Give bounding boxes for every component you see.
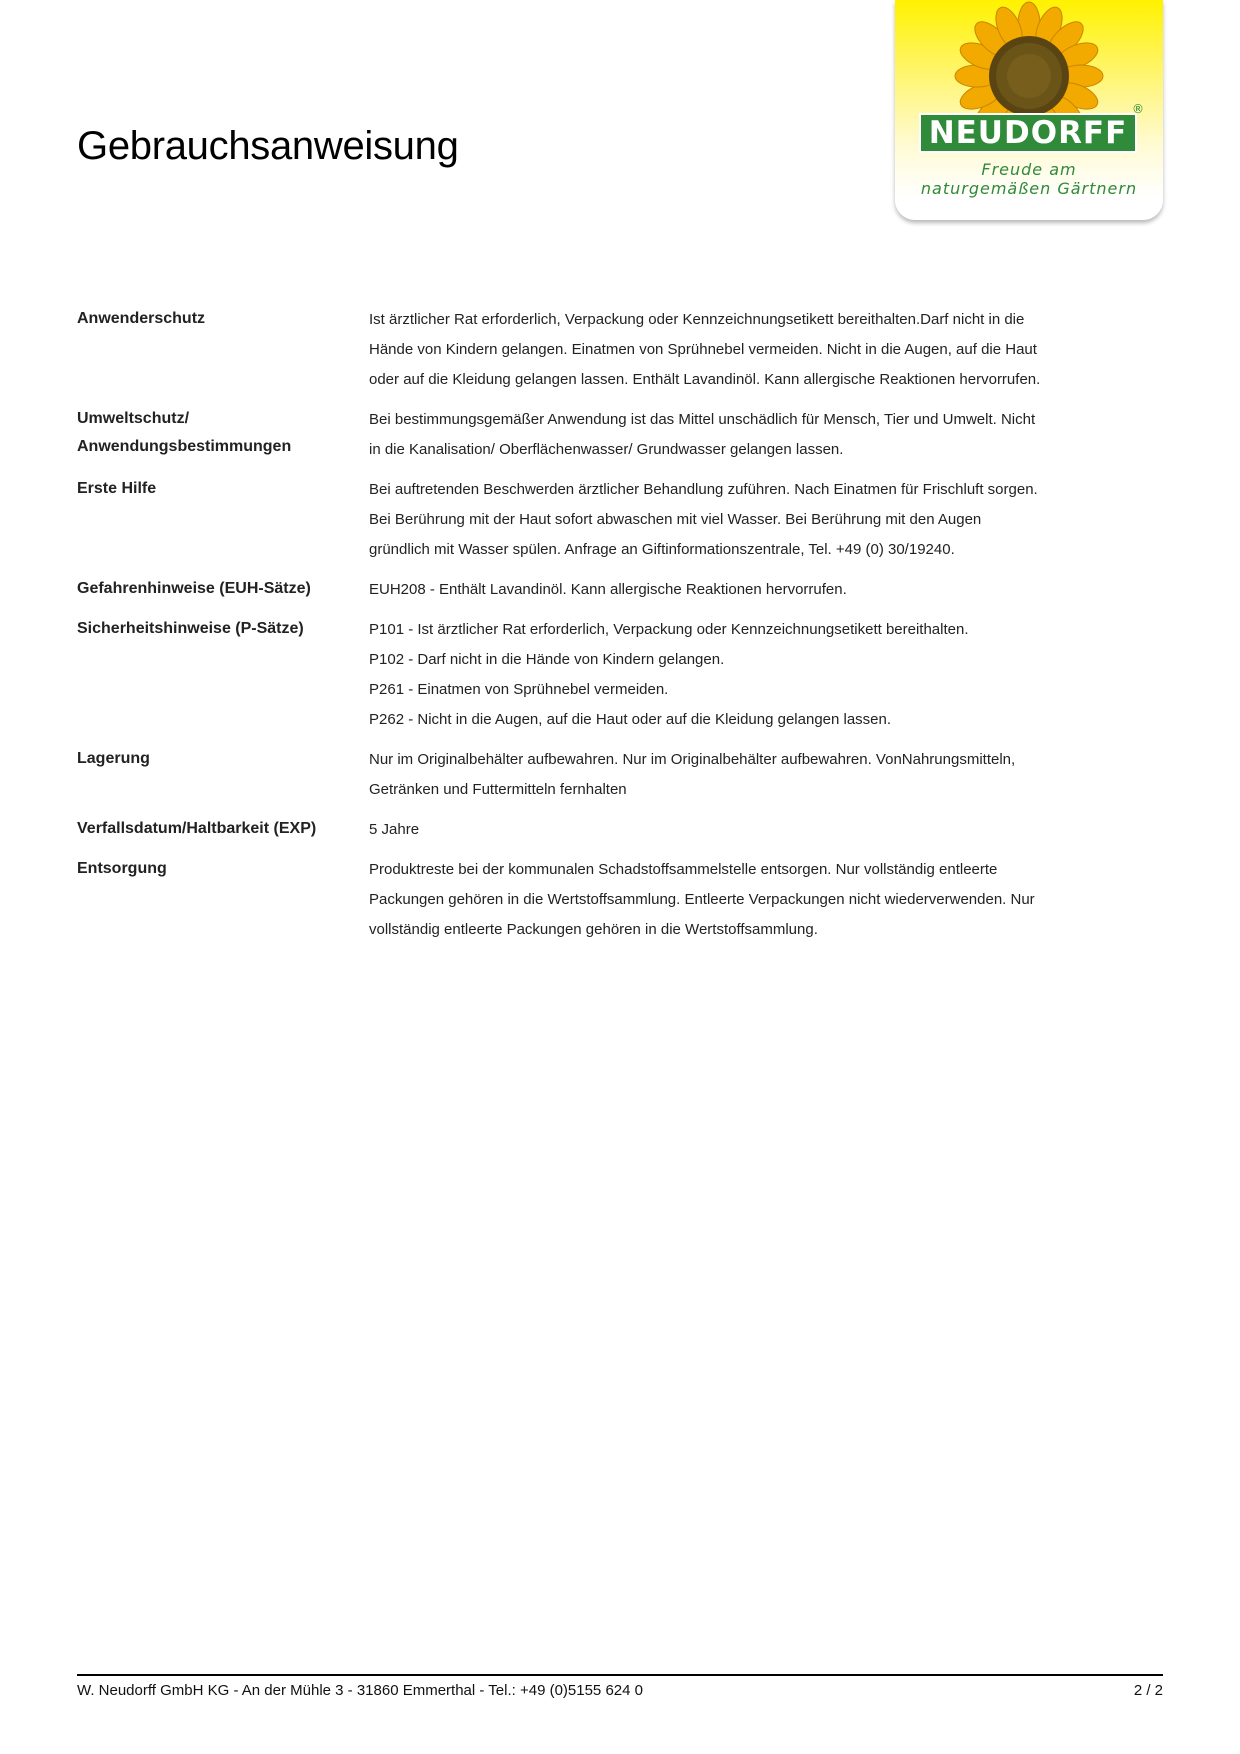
section-text (369, 745, 1087, 805)
text-line: Getränken und Futtermitteln fernhalten (369, 781, 627, 798)
sunflower-icon (895, 0, 1163, 130)
section-label-line: Anwendungsbestimmungen (77, 438, 292, 455)
instruction-sections (77, 305, 1087, 955)
section-text (369, 305, 1087, 395)
section-umweltschutz (77, 405, 1087, 465)
section-label-line: Anwenderschutz (77, 310, 206, 327)
section-text (369, 815, 1087, 845)
logo-tagline-line2: naturgemäßen Gärtnern (920, 179, 1138, 198)
section-lagerung (77, 745, 1087, 805)
section-label-line: Sicherheitshinweise (P-Sätze) (77, 620, 304, 637)
section-entsorgung (77, 855, 1087, 945)
section-label-line: Verfallsdatum/Haltbarkeit (EXP) (77, 820, 317, 837)
text-line: Nur im Originalbehälter aufbewahren. Nur im Originalbehälter aufbewahren. VonNahrungsmitteln, (369, 751, 1016, 768)
text-line: Bei auftretenden Beschwerden ärztlicher Behandlung zuführen. Nach Einatmen für Frischluft sorgen. (369, 481, 1038, 498)
section-label (77, 615, 369, 735)
section-erste-hilfe (77, 475, 1087, 565)
section-label (77, 575, 369, 605)
text-line: vollständig entleerte Packungen gehören in die Wertstoffsammlung. (369, 921, 818, 938)
text-line: in die Kanalisation/ Oberflächenwasser/ Grundwasser gelangen lassen. (369, 441, 844, 458)
section-text (369, 475, 1087, 565)
footer-address: W. Neudorff GmbH KG - An der Mühle 3 - 31860 Emmerthal - Tel.: +49 (0)5155 624 0 (77, 1682, 643, 1699)
page-number: 2 / 2 (1133, 1682, 1163, 1699)
text-line: Ist ärztlicher Rat erforderlich, Verpackung oder Kennzeichnungsetikett bereithalten.Darf nicht in die (369, 311, 1025, 328)
section-text (369, 855, 1087, 945)
section-label-line: Umweltschutz/ (77, 410, 190, 427)
text-line: Bei bestimmungsgemäßer Anwendung ist das Mittel unschädlich für Mensch, Tier und Umwelt. Nicht (369, 411, 1036, 428)
section-label (77, 745, 369, 805)
text-line: P101 - Ist ärztlicher Rat erforderlich, Verpackung oder Kennzeichnungsetikett bereithalten. (369, 621, 969, 638)
neudorff-logo (895, 0, 1163, 220)
logo-brand-name: NEUDORFF (919, 113, 1137, 153)
text-line: P102 - Darf nicht in die Hände von Kindern gelangen. (369, 651, 725, 668)
section-label-line: Entsorgung (77, 860, 167, 877)
text-line: 5 Jahre (369, 821, 420, 838)
text-line: P262 - Nicht in die Augen, auf die Haut oder auf die Kleidung gelangen lassen. (369, 711, 892, 728)
footer-divider (77, 1674, 1163, 1676)
logo-tagline-line1: Freude am (981, 160, 1077, 179)
registered-mark: ® (1132, 102, 1144, 116)
text-line: oder auf die Kleidung gelangen lassen. Enthält Lavandinöl. Kann allergische Reaktionen hervorrufen. (369, 371, 1041, 388)
section-label-line: Erste Hilfe (77, 480, 157, 497)
section-label (77, 855, 369, 945)
text-line: EUH208 - Enthält Lavandinöl. Kann allergische Reaktionen hervorrufen. (369, 581, 847, 598)
section-text (369, 405, 1087, 465)
text-line: Packungen gehören in die Wertstoffsammlung. Entleerte Verpackungen nicht wiederverwenden. Nur (369, 891, 1035, 908)
page-title: Gebrauchsanweisung (77, 124, 459, 168)
section-label (77, 405, 369, 465)
section-text (369, 615, 1087, 735)
section-label-line: Lagerung (77, 750, 150, 767)
section-anwenderschutz (77, 305, 1087, 395)
section-label (77, 475, 369, 565)
text-line: Produktreste bei der kommunalen Schadstoffsammelstelle entsorgen. Nur vollständig entleerte (369, 861, 998, 878)
section-label (77, 815, 369, 845)
section-verfallsdatum (77, 815, 1087, 845)
text-line: P261 - Einatmen von Sprühnebel vermeiden. (369, 681, 669, 698)
section-label-line: Gefahrenhinweise (EUH-Sätze) (77, 580, 311, 597)
text-line: Hände von Kindern gelangen. Einatmen von Sprühnebel vermeiden. Nicht in die Augen, auf die Haut (369, 341, 1037, 358)
section-gefahrenhinweise (77, 575, 1087, 605)
text-line: Bei Berührung mit der Haut sofort abwaschen mit viel Wasser. Bei Berührung mit den Augen (369, 511, 982, 528)
section-text (369, 575, 1087, 605)
text-line: gründlich mit Wasser spülen. Anfrage an Giftinformationszentrale, Tel. +49 (0) 30/19240. (369, 541, 955, 558)
section-sicherheitshinweise (77, 615, 1087, 735)
section-label (77, 305, 369, 395)
